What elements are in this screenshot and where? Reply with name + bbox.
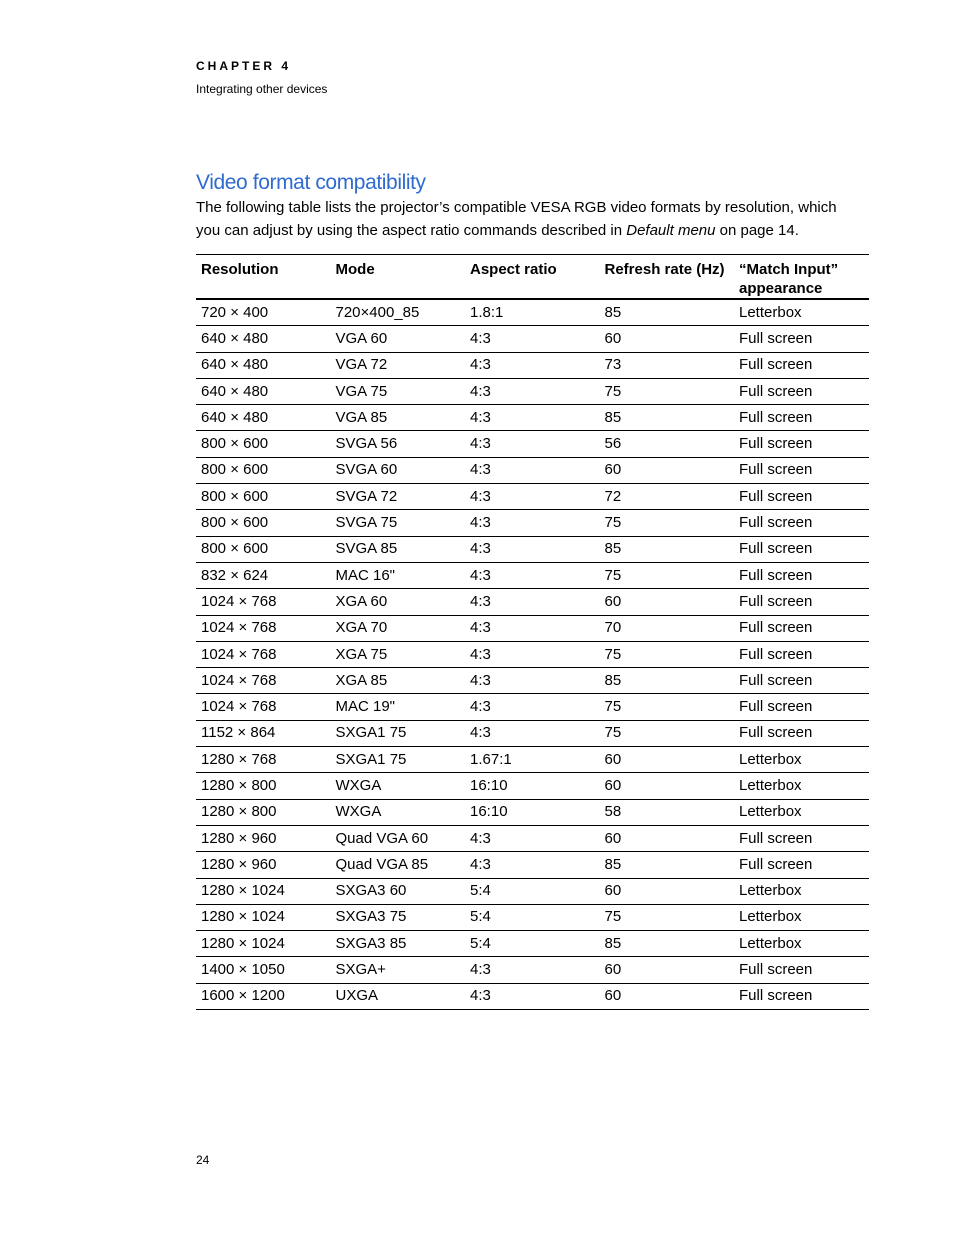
cell-appearance: Full screen <box>734 668 869 694</box>
cell-mode: SXGA3 85 <box>331 931 466 957</box>
cell-refresh-rate: 70 <box>600 615 735 641</box>
cell-mode: SVGA 60 <box>331 457 466 483</box>
cell-resolution: 640 × 480 <box>196 326 331 352</box>
cell-refresh-rate: 73 <box>600 352 735 378</box>
cell-mode: WXGA <box>331 799 466 825</box>
cell-refresh-rate: 60 <box>600 878 735 904</box>
cell-resolution: 1280 × 768 <box>196 747 331 773</box>
cell-refresh-rate: 85 <box>600 405 735 431</box>
cell-appearance: Full screen <box>734 615 869 641</box>
cell-resolution: 1280 × 800 <box>196 773 331 799</box>
table-row <box>196 931 869 957</box>
cell-appearance: Full screen <box>734 825 869 851</box>
cell-aspect-ratio: 4:3 <box>465 589 600 615</box>
cell-aspect-ratio: 1.8:1 <box>465 299 600 326</box>
cell-appearance: Full screen <box>734 720 869 746</box>
cell-appearance: Letterbox <box>734 299 869 326</box>
table-row <box>196 878 869 904</box>
table-row <box>196 352 869 378</box>
cell-resolution: 800 × 600 <box>196 431 331 457</box>
section-title: Video format compatibility <box>196 171 426 194</box>
cell-aspect-ratio: 4:3 <box>465 431 600 457</box>
cell-aspect-ratio: 4:3 <box>465 352 600 378</box>
header-aspect-ratio: Aspect ratio <box>465 255 600 300</box>
cell-mode: SXGA+ <box>331 957 466 983</box>
cell-appearance: Full screen <box>734 326 869 352</box>
cell-refresh-rate: 60 <box>600 457 735 483</box>
cell-aspect-ratio: 4:3 <box>465 510 600 536</box>
cell-refresh-rate: 85 <box>600 931 735 957</box>
cell-resolution: 640 × 480 <box>196 405 331 431</box>
cell-aspect-ratio: 4:3 <box>465 852 600 878</box>
cell-appearance: Full screen <box>734 405 869 431</box>
table-row <box>196 747 869 773</box>
cell-appearance: Full screen <box>734 589 869 615</box>
cell-aspect-ratio: 4:3 <box>465 405 600 431</box>
cell-mode: VGA 60 <box>331 326 466 352</box>
cell-resolution: 800 × 600 <box>196 457 331 483</box>
cell-mode: SVGA 72 <box>331 484 466 510</box>
cell-aspect-ratio: 4:3 <box>465 825 600 851</box>
cell-appearance: Full screen <box>734 457 869 483</box>
cell-refresh-rate: 75 <box>600 904 735 930</box>
cell-aspect-ratio: 4:3 <box>465 562 600 588</box>
cell-resolution: 800 × 600 <box>196 484 331 510</box>
cell-aspect-ratio: 16:10 <box>465 799 600 825</box>
cell-refresh-rate: 60 <box>600 326 735 352</box>
cell-mode: SXGA1 75 <box>331 720 466 746</box>
cell-resolution: 1280 × 800 <box>196 799 331 825</box>
cell-mode: Quad VGA 60 <box>331 825 466 851</box>
cell-appearance: Full screen <box>734 378 869 404</box>
cell-appearance: Full screen <box>734 694 869 720</box>
cell-aspect-ratio: 1.67:1 <box>465 747 600 773</box>
header-match-input: “Match Input” appearance <box>734 255 869 300</box>
cell-refresh-rate: 58 <box>600 799 735 825</box>
cell-aspect-ratio: 4:3 <box>465 615 600 641</box>
table-row <box>196 668 869 694</box>
table-row <box>196 405 869 431</box>
cell-appearance: Full screen <box>734 983 869 1009</box>
table-row <box>196 378 869 404</box>
cell-mode: VGA 75 <box>331 378 466 404</box>
header-refresh-rate: Refresh rate (Hz) <box>600 255 735 300</box>
cell-aspect-ratio: 5:4 <box>465 904 600 930</box>
cell-refresh-rate: 85 <box>600 852 735 878</box>
cell-mode: SXGA3 60 <box>331 878 466 904</box>
cell-resolution: 1400 × 1050 <box>196 957 331 983</box>
cell-resolution: 1024 × 768 <box>196 641 331 667</box>
header-mode: Mode <box>331 255 466 300</box>
cell-aspect-ratio: 4:3 <box>465 983 600 1009</box>
cell-aspect-ratio: 4:3 <box>465 957 600 983</box>
table-row <box>196 799 869 825</box>
cell-appearance: Full screen <box>734 852 869 878</box>
cell-mode: VGA 85 <box>331 405 466 431</box>
cell-mode: XGA 85 <box>331 668 466 694</box>
cell-mode: XGA 60 <box>331 589 466 615</box>
intro-text: The following table lists the projector’s compatible VESA RGB video formats by resolution, which you can adjust by using the aspect ratio commands described in <box>196 199 837 239</box>
table-row <box>196 326 869 352</box>
cell-aspect-ratio: 4:3 <box>465 536 600 562</box>
cell-refresh-rate: 60 <box>600 983 735 1009</box>
table-row <box>196 431 869 457</box>
table-row <box>196 615 869 641</box>
cell-aspect-ratio: 4:3 <box>465 484 600 510</box>
cell-refresh-rate: 75 <box>600 510 735 536</box>
cell-resolution: 1152 × 864 <box>196 720 331 746</box>
table-row <box>196 562 869 588</box>
cell-refresh-rate: 85 <box>600 536 735 562</box>
cell-aspect-ratio: 4:3 <box>465 457 600 483</box>
intro-text-end: on page 14. <box>715 222 799 239</box>
cell-resolution: 1280 × 1024 <box>196 904 331 930</box>
cell-appearance: Full screen <box>734 431 869 457</box>
cell-mode: MAC 16" <box>331 562 466 588</box>
cell-mode: SVGA 75 <box>331 510 466 536</box>
cell-resolution: 640 × 480 <box>196 378 331 404</box>
cell-refresh-rate: 60 <box>600 747 735 773</box>
cell-mode: Quad VGA 85 <box>331 852 466 878</box>
cell-resolution: 1600 × 1200 <box>196 983 331 1009</box>
cell-mode: SXGA1 75 <box>331 747 466 773</box>
cell-appearance: Letterbox <box>734 799 869 825</box>
cell-resolution: 1024 × 768 <box>196 615 331 641</box>
cell-resolution: 1024 × 768 <box>196 694 331 720</box>
cell-refresh-rate: 60 <box>600 773 735 799</box>
cell-appearance: Full screen <box>734 536 869 562</box>
cell-appearance: Full screen <box>734 352 869 378</box>
cell-appearance: Full screen <box>734 510 869 536</box>
table-row <box>196 904 869 930</box>
cell-mode: SVGA 85 <box>331 536 466 562</box>
table-row <box>196 510 869 536</box>
cell-resolution: 832 × 624 <box>196 562 331 588</box>
cell-mode: SXGA3 75 <box>331 904 466 930</box>
table-row <box>196 589 869 615</box>
cell-refresh-rate: 72 <box>600 484 735 510</box>
cell-appearance: Full screen <box>734 484 869 510</box>
table-row <box>196 457 869 483</box>
cell-mode: VGA 72 <box>331 352 466 378</box>
cell-resolution: 800 × 600 <box>196 536 331 562</box>
cell-refresh-rate: 75 <box>600 641 735 667</box>
cell-aspect-ratio: 5:4 <box>465 878 600 904</box>
cell-refresh-rate: 60 <box>600 589 735 615</box>
cell-aspect-ratio: 4:3 <box>465 326 600 352</box>
cell-mode: UXGA <box>331 983 466 1009</box>
cell-refresh-rate: 85 <box>600 299 735 326</box>
table-row <box>196 484 869 510</box>
cell-mode: 720×400_85 <box>331 299 466 326</box>
cell-resolution: 800 × 600 <box>196 510 331 536</box>
cell-mode: XGA 75 <box>331 641 466 667</box>
table-row <box>196 720 869 746</box>
cell-resolution: 1280 × 1024 <box>196 878 331 904</box>
video-format-table <box>196 254 869 1010</box>
table-row <box>196 957 869 983</box>
cell-appearance: Letterbox <box>734 904 869 930</box>
cell-resolution: 640 × 480 <box>196 352 331 378</box>
cell-mode: SVGA 56 <box>331 431 466 457</box>
cell-refresh-rate: 75 <box>600 378 735 404</box>
cell-refresh-rate: 75 <box>600 694 735 720</box>
table-header-row <box>196 255 869 300</box>
cell-aspect-ratio: 16:10 <box>465 773 600 799</box>
cell-appearance: Full screen <box>734 641 869 667</box>
cell-aspect-ratio: 4:3 <box>465 668 600 694</box>
table-row <box>196 694 869 720</box>
header-resolution: Resolution <box>196 255 331 300</box>
cell-refresh-rate: 60 <box>600 825 735 851</box>
table-row <box>196 299 869 326</box>
intro-paragraph <box>196 196 856 242</box>
table-row <box>196 536 869 562</box>
table-row <box>196 641 869 667</box>
page-number: 24 <box>196 1153 210 1167</box>
cell-refresh-rate: 60 <box>600 957 735 983</box>
cell-resolution: 1280 × 1024 <box>196 931 331 957</box>
cell-refresh-rate: 56 <box>600 431 735 457</box>
cell-appearance: Letterbox <box>734 747 869 773</box>
table-row <box>196 825 869 851</box>
cell-refresh-rate: 85 <box>600 668 735 694</box>
table-row <box>196 983 869 1009</box>
cell-appearance: Full screen <box>734 562 869 588</box>
cell-aspect-ratio: 4:3 <box>465 641 600 667</box>
cell-appearance: Letterbox <box>734 931 869 957</box>
table-row <box>196 852 869 878</box>
table-row <box>196 773 869 799</box>
cell-resolution: 720 × 400 <box>196 299 331 326</box>
cell-refresh-rate: 75 <box>600 720 735 746</box>
cell-mode: WXGA <box>331 773 466 799</box>
cell-aspect-ratio: 5:4 <box>465 931 600 957</box>
cell-appearance: Letterbox <box>734 773 869 799</box>
intro-link-text: Default menu <box>626 222 716 239</box>
cell-appearance: Full screen <box>734 957 869 983</box>
cell-resolution: 1024 × 768 <box>196 589 331 615</box>
cell-aspect-ratio: 4:3 <box>465 378 600 404</box>
cell-aspect-ratio: 4:3 <box>465 694 600 720</box>
cell-mode: XGA 70 <box>331 615 466 641</box>
chapter-subtitle: Integrating other devices <box>196 82 328 96</box>
cell-mode: MAC 19" <box>331 694 466 720</box>
cell-appearance: Letterbox <box>734 878 869 904</box>
cell-resolution: 1024 × 768 <box>196 668 331 694</box>
chapter-label: CHAPTER 4 <box>196 59 292 73</box>
cell-resolution: 1280 × 960 <box>196 825 331 851</box>
cell-refresh-rate: 75 <box>600 562 735 588</box>
table-body <box>196 299 869 1010</box>
cell-resolution: 1280 × 960 <box>196 852 331 878</box>
cell-aspect-ratio: 4:3 <box>465 720 600 746</box>
